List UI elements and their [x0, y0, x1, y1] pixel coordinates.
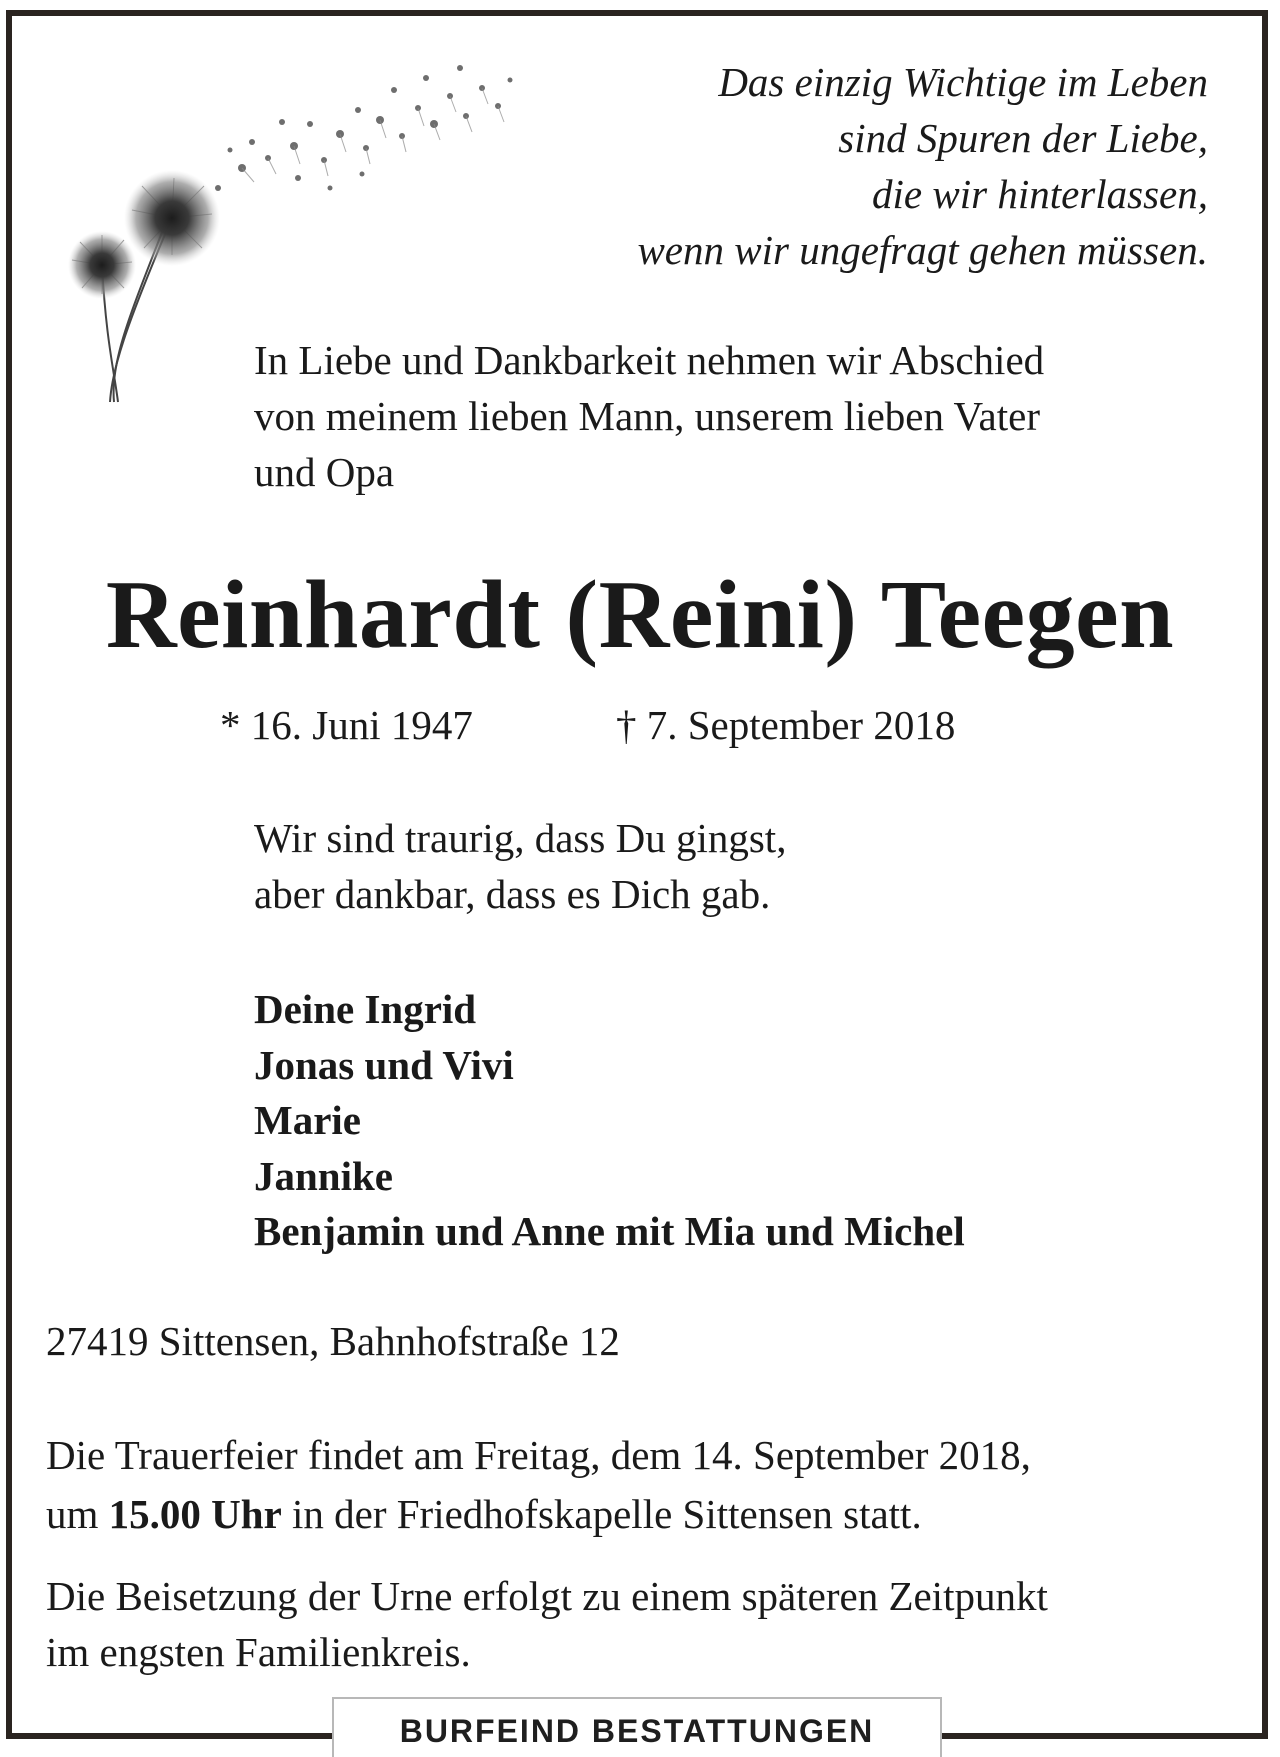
sentiment-line: Wir sind traurig, dass Du gingst, [254, 815, 787, 861]
funeral-home-logo [332, 1697, 942, 1757]
family-signers [254, 982, 965, 1260]
ceremony-notice [46, 1426, 1031, 1544]
death-date: † 7. September 2018 [616, 702, 956, 748]
signer-name: Jannike [254, 1152, 393, 1199]
funeral-home-name: BURFEIND BESTATTUNGEN [399, 1713, 875, 1749]
sentiment-text [254, 810, 786, 922]
family-address: 27419 Sittensen, Bahnhofstraße 12 [46, 1318, 620, 1364]
signer-name: Benjamin und Anne mit Mia und Michel [254, 1208, 965, 1254]
signer-name: Marie [254, 1097, 361, 1143]
quote-line: sind Spuren der Liebe, [838, 115, 1208, 161]
intro-line: von meinem lieben Mann, unserem lieben Vater [254, 393, 1040, 439]
urne-line: Die Beisetzung der Urne erfolgt zu einem späteren Zeitpunkt [46, 1573, 1048, 1619]
ceremony-prefix: um [46, 1491, 109, 1537]
sentiment-line: aber dankbar, dass es Dich gab. [254, 871, 771, 917]
signer-name: Jonas und Vivi [254, 1041, 514, 1088]
ceremony-line-2 [46, 1485, 1031, 1544]
urne-line: im engsten Familienkreis. [46, 1629, 471, 1675]
memorial-quote [448, 54, 1208, 278]
quote-line: wenn wir ungefragt gehen müssen. [637, 227, 1208, 273]
quote-line: Das einzig Wichtige im Leben [718, 59, 1208, 105]
birth-date: * 16. Juni 1947 [220, 702, 473, 748]
urn-burial-notice [46, 1568, 1048, 1680]
quote-line: die wir hinterlassen, [872, 171, 1208, 217]
ceremony-time: 15.00 Uhr [108, 1491, 282, 1537]
ceremony-line-1: Die Trauerfeier findet am Freitag, dem 14. September 2018, [46, 1432, 1031, 1478]
signer-name: Deine Ingrid [254, 986, 477, 1032]
ceremony-suffix: in der Friedhofskapelle Sittensen statt. [281, 1491, 922, 1537]
deceased-name: Reinhardt (Reini) Teegen [105, 561, 1175, 669]
intro-line: In Liebe und Dankbarkeit nehmen wir Abschied [254, 337, 1045, 383]
intro-line: und Opa [254, 449, 395, 495]
farewell-intro [254, 332, 1214, 500]
